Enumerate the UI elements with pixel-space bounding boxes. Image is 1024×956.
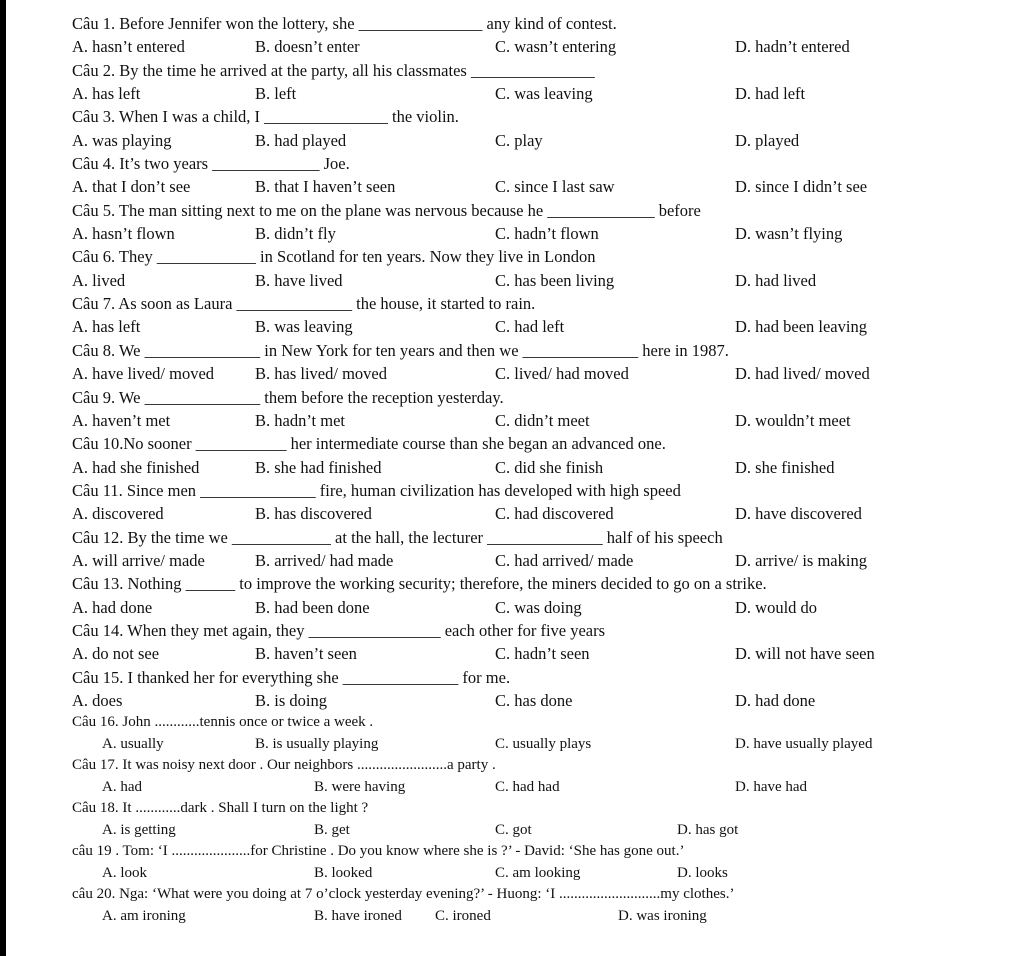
option-c[interactable]: C. play: [495, 130, 543, 150]
options-row: [72, 642, 1012, 665]
option-b[interactable]: B. is usually playing: [255, 735, 379, 752]
options-row: [72, 777, 1012, 799]
question-stem: Câu 7. As soon as Laura ______________ the house, it started to rain.: [72, 294, 536, 314]
option-d[interactable]: D. looks: [677, 864, 728, 881]
option-c[interactable]: C. since I last saw: [495, 177, 615, 197]
options-row: [72, 689, 1012, 712]
option-d[interactable]: D. have discovered: [735, 504, 862, 524]
option-c[interactable]: C. was doing: [495, 597, 582, 617]
option-a[interactable]: A. had she finished: [72, 457, 200, 477]
option-a[interactable]: A. will arrive/ made: [72, 550, 205, 570]
option-d[interactable]: D. arrive/ is making: [735, 550, 867, 570]
option-a[interactable]: A. has left: [72, 317, 141, 337]
option-a[interactable]: A. that I don’t see: [72, 177, 191, 197]
option-b[interactable]: B. have lived: [255, 270, 343, 290]
option-d[interactable]: D. was ironing: [618, 907, 707, 924]
question-stem: Câu 13. Nothing ______ to improve the working security; therefore, the miners decided to go on a strike.: [72, 574, 767, 594]
option-b[interactable]: B. had played: [255, 130, 347, 150]
option-a[interactable]: A. has left: [72, 84, 141, 104]
option-d[interactable]: D. she finished: [735, 457, 835, 477]
option-c[interactable]: C. had arrived/ made: [495, 550, 634, 570]
option-c[interactable]: C. did she finish: [495, 457, 604, 477]
option-a[interactable]: A. discovered: [72, 504, 164, 524]
option-b[interactable]: B. haven’t seen: [255, 644, 357, 664]
option-c[interactable]: C. am looking: [495, 864, 581, 881]
option-c[interactable]: C. hadn’t seen: [495, 644, 590, 664]
options-row: [72, 409, 1012, 432]
option-b[interactable]: B. was leaving: [255, 317, 353, 337]
option-b[interactable]: B. has discovered: [255, 504, 372, 524]
question-stem: Câu 6. They ____________ in Scotland for ten years. Now they live in London: [72, 247, 596, 267]
options-row: [72, 35, 1012, 58]
question-stem: câu 19 . Tom: ‘I .....................for Christine . Do you know where she is ?’ - David: ‘She has gone out.’: [72, 843, 685, 860]
option-b[interactable]: B. is doing: [255, 690, 327, 710]
question-stem: Câu 11. Since men ______________ fire, human civilization has developed with high speed: [72, 480, 681, 500]
option-c[interactable]: C. ironed: [435, 907, 491, 924]
option-a[interactable]: A. have lived/ moved: [72, 364, 215, 384]
option-c[interactable]: C. lived/ had moved: [495, 364, 629, 384]
option-a[interactable]: A. usually: [102, 735, 164, 752]
option-b[interactable]: B. get: [314, 821, 350, 838]
option-d[interactable]: D. since I didn’t see: [735, 177, 868, 197]
options-row: [72, 456, 1012, 479]
option-c[interactable]: C. hadn’t flown: [495, 224, 599, 244]
option-a[interactable]: A. was playing: [72, 130, 172, 150]
option-b[interactable]: B. arrived/ had made: [255, 550, 394, 570]
options-row: [72, 315, 1012, 338]
question-stem: Câu 15. I thanked her for everything she ______________ for me.: [72, 667, 511, 687]
question-stem: Câu 3. When I was a child, I _______________ the violin.: [72, 107, 459, 127]
option-a[interactable]: A. had: [102, 778, 142, 795]
options-row: [72, 734, 1012, 756]
option-d[interactable]: D. hadn’t entered: [735, 37, 850, 57]
question-stem: Câu 18. It ............dark . Shall I turn on the light ?: [72, 800, 369, 817]
options-row: [72, 175, 1012, 198]
options-row: [72, 269, 1012, 292]
option-a[interactable]: A. look: [102, 864, 147, 881]
option-c[interactable]: C. has been living: [495, 270, 615, 290]
option-d[interactable]: D. has got: [677, 821, 739, 838]
options-row: [72, 129, 1012, 152]
question-stem: Câu 10.No sooner ___________ her intermediate course than she began an advanced one.: [72, 434, 666, 454]
options-row: [72, 820, 1012, 842]
option-d[interactable]: D. will not have seen: [735, 644, 875, 664]
option-c[interactable]: C. has done: [495, 690, 573, 710]
options-row: [72, 906, 1012, 928]
option-c[interactable]: C. had had: [495, 778, 560, 795]
option-b[interactable]: B. left: [255, 84, 297, 104]
question-stem: Câu 17. It was noisy next door . Our neighbors ........................a party .: [72, 757, 496, 774]
option-c[interactable]: C. got: [495, 821, 532, 838]
option-a[interactable]: A. do not see: [72, 644, 160, 664]
question-stem: Câu 12. By the time we ____________ at the hall, the lecturer ______________ half of his speech: [72, 527, 723, 547]
option-d[interactable]: D. had left: [735, 84, 806, 104]
option-b[interactable]: B. doesn’t enter: [255, 37, 360, 57]
question-stem: Câu 2. By the time he arrived at the party, all his classmates _______________: [72, 60, 595, 80]
option-c[interactable]: C. had left: [495, 317, 565, 337]
option-a[interactable]: A. hasn’t entered: [72, 37, 185, 57]
question-stem: Câu 5. The man sitting next to me on the plane was nervous because he _____________ before: [72, 200, 701, 220]
option-b[interactable]: B. that I haven’t seen: [255, 177, 396, 197]
options-row: [72, 863, 1012, 885]
option-a[interactable]: A. hasn’t flown: [72, 224, 175, 244]
question-stem: Câu 1. Before Jennifer won the lottery, she _______________ any kind of contest.: [72, 14, 617, 33]
options-row: [72, 82, 1012, 105]
option-b[interactable]: B. has lived/ moved: [255, 364, 387, 384]
option-b[interactable]: B. have ironed: [314, 907, 402, 924]
option-c[interactable]: C. usually plays: [495, 735, 592, 752]
option-a[interactable]: A. does: [72, 690, 123, 710]
option-d[interactable]: D. had lived: [735, 270, 817, 290]
option-b[interactable]: B. looked: [314, 864, 373, 881]
question-stem: Câu 14. When they met again, they ________________ each other for five years: [72, 620, 606, 640]
option-d[interactable]: D. have usually played: [735, 735, 873, 752]
option-b[interactable]: B. hadn’t met: [255, 410, 345, 430]
question-stem: Câu 8. We ______________ in New York for ten years and then we ______________ here in 1987.: [72, 340, 729, 360]
option-a[interactable]: A. lived: [72, 270, 126, 290]
options-row: [72, 502, 1012, 525]
option-d[interactable]: D. have had: [735, 778, 808, 795]
option-d[interactable]: D. had done: [735, 690, 816, 710]
option-d[interactable]: D. wouldn’t meet: [735, 410, 851, 430]
option-d[interactable]: D. had been leaving: [735, 317, 867, 337]
option-d[interactable]: D. wasn’t flying: [735, 224, 843, 244]
option-b[interactable]: B. had been done: [255, 597, 370, 617]
option-a[interactable]: A. am ironing: [102, 907, 186, 924]
options-row: [72, 222, 1012, 245]
option-a[interactable]: A. haven’t met: [72, 410, 171, 430]
option-c[interactable]: C. wasn’t entering: [495, 37, 617, 57]
option-b[interactable]: B. didn’t fly: [255, 224, 336, 244]
question-stem: câu 20. Nga: ‘What were you doing at 7 o’clock yesterday evening?’ - Huong: ‘I ...........................my clothes.’: [72, 886, 735, 903]
option-a[interactable]: A. is getting: [102, 821, 176, 838]
option-d[interactable]: D. would do: [735, 597, 818, 617]
option-c[interactable]: C. was leaving: [495, 84, 593, 104]
options-row: [72, 596, 1012, 619]
option-d[interactable]: D. had lived/ moved: [735, 364, 870, 384]
option-b[interactable]: B. were having: [314, 778, 406, 795]
question-stem: Câu 9. We ______________ them before the reception yesterday.: [72, 387, 504, 407]
option-a[interactable]: A. had done: [72, 597, 153, 617]
question-stem: Câu 16. John ............tennis once or twice a week .: [72, 714, 374, 731]
question-stem: Câu 4. It’s two years _____________ Joe.: [72, 154, 350, 174]
exercise-sheet: [72, 12, 1012, 927]
option-b[interactable]: B. she had finished: [255, 457, 382, 477]
option-c[interactable]: C. didn’t meet: [495, 410, 590, 430]
options-row: [72, 362, 1012, 385]
option-d[interactable]: D. played: [735, 130, 800, 150]
left-edge-bar: [0, 0, 6, 956]
compact-question-group: [72, 712, 1012, 927]
option-c[interactable]: C. had discovered: [495, 504, 614, 524]
options-row: [72, 549, 1012, 572]
